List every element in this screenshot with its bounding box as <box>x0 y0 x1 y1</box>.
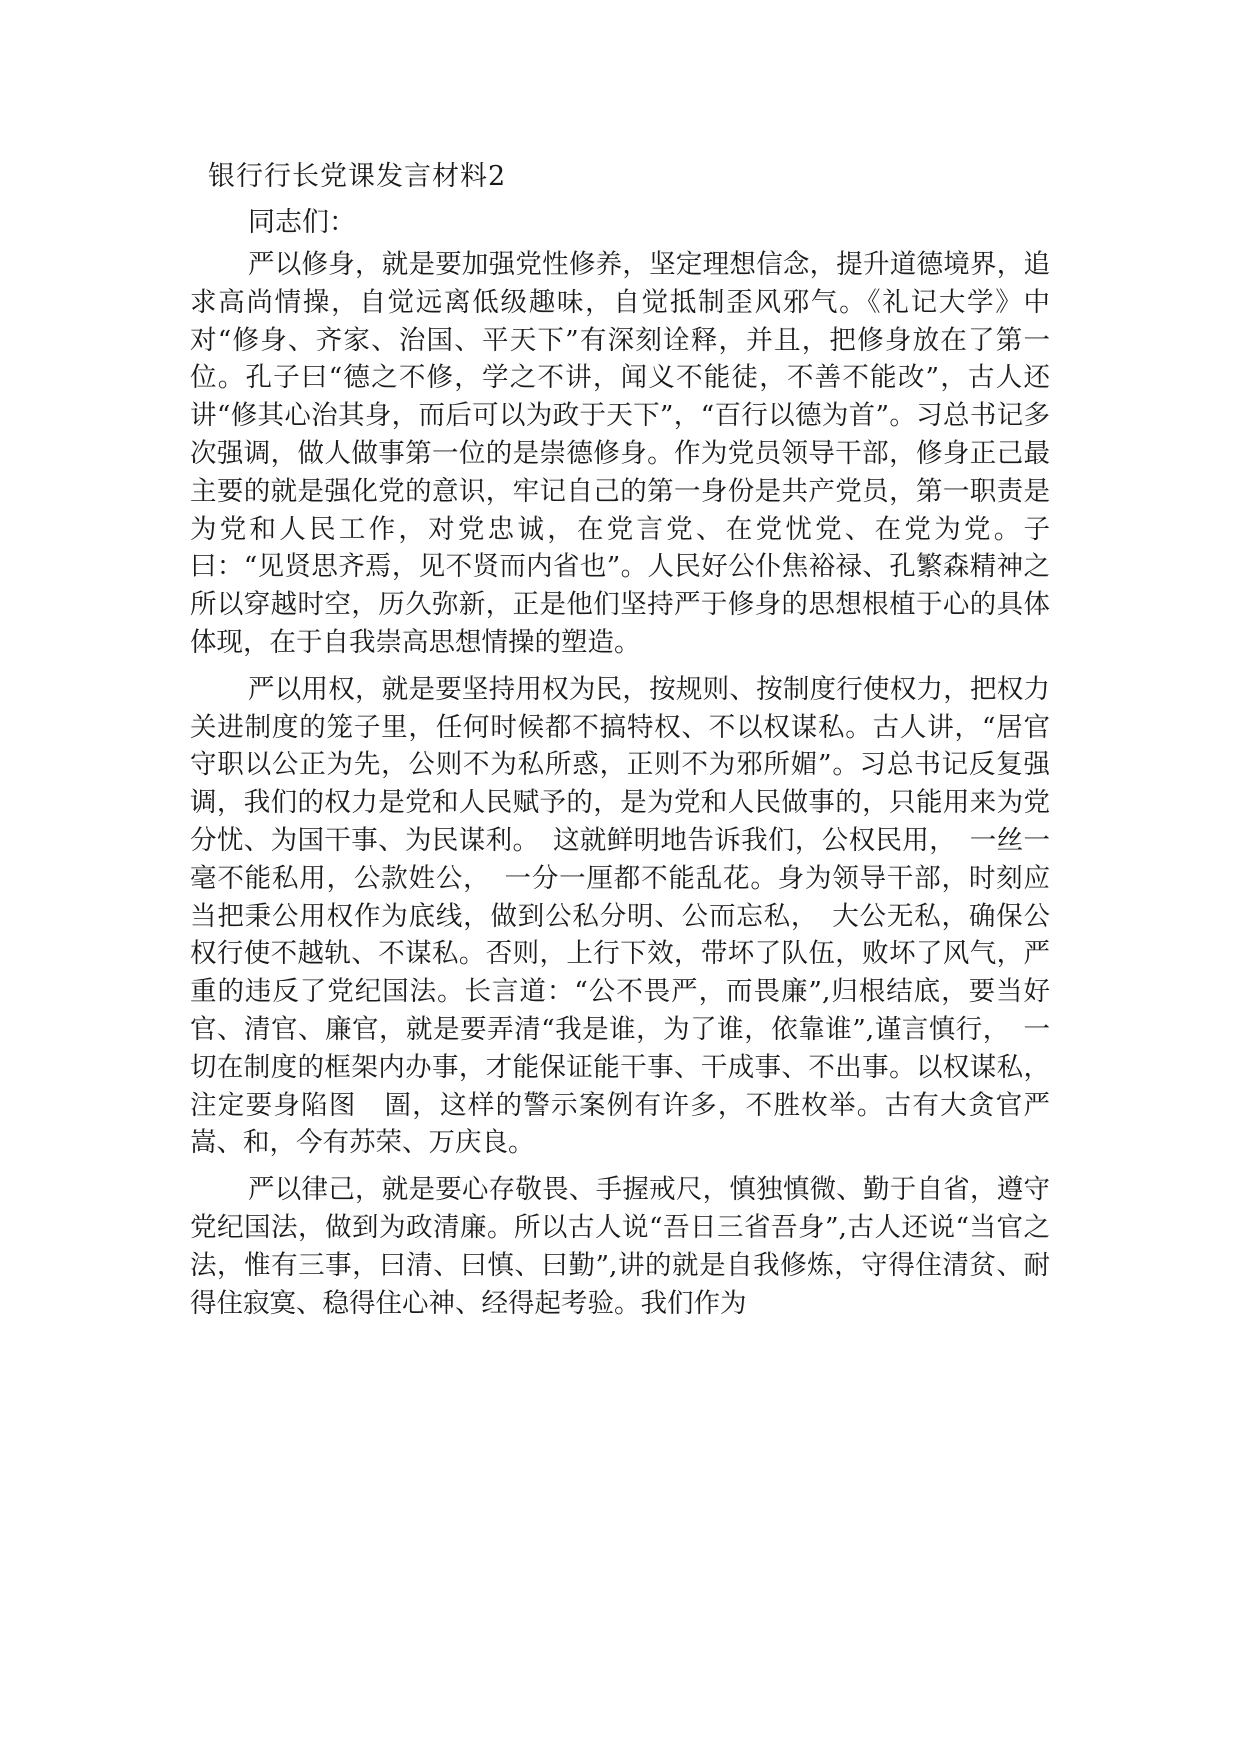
salutation: 同志们： <box>248 207 356 238</box>
paragraph-use-of-power: 严以用权，就是要坚持用权为民，按规则、按制度行使权力，把权力关进制度的笼子里，任何时候都不搞特权、不以权谋私。古人讲，“居官守职以公正为先，公则不为私所惑，正则不为邪所媚”。习总书记反复强调，我们的权力是党和人民赋予的，是为党和人民做事的，只能用来为党分忧、为国干事、为民谋利。 这就鲜明地告诉我们，公权民用， 一丝一毫不能私用，公款姓公， 一分一厘都不能乱花。身为领导干部，时刻应当把秉公用权作为底线，做到公私分明、公而忘私， 大公无私，确保公权行使不越轨、不谋私。否则，上行下效，带坏了队伍，败坏了风气，严重的违反了党纪国法。长言道：“公不畏严，而畏廉”,归根结底，要当好官、清官、廉官，就是要弄清“我是谁，为了谁，依靠谁”,谨言慎行， 一切在制度的框架内办事，才能保证能干事、干成事、不出事。以权谋私，注定要身陷图 圄，这样的警示案例有许多，不胜枚举。古有大贪官严嵩、和，今有苏荣、万庆良。 <box>190 673 1050 1159</box>
paragraph-self-cultivation: 严以修身，就是要加强党性修养，坚定理想信念，提升道德境界，追求高尚情操，自觉远离低级趣味，自觉抵制歪风邪气。《礼记大学》中对“修身、齐家、治国、平天下”有深刻诠释，并且，把修身放在了第一位。孔子曰“德之不修，学之不讲，闻义不能徒，不善不能改”，古人还讲“修其心治其身，而后可以为政于天下”，“百行以德为首”。习总书记多次强调，做人做事第一位的是崇德修身。作为党员领导干部，修身正己最主要的就是强化党的意识，牢记自己的第一身份是共产党员，第一职责是为党和人民工作，对党忠诚，在党言党、在党忧党、在党为党。子曰：“见贤思齐焉，见不贤而内省也”。人民好公仆焦裕禄、孔繁森精神之所以穿越时空，历久弥新，正是他们坚持严于修身的思想根植于心的具体体现，在于自我崇高思想情操的塑造。 <box>190 249 1050 658</box>
document-title: 银行行长党课发言材料2 <box>208 161 507 192</box>
paragraph-self-discipline: 严以律己，就是要心存敬畏、手握戒尺，慎独慎微、勤于自省，遵守党纪国法，做到为政清廉。所以古人说“吾日三省吾身”,古人还说“当官之法，惟有三事，曰清、曰慎、曰勤”,讲的就是自我修炼，守得住清贫、耐得住寂寞、稳得住心神、经得起考验。我们作为 <box>190 1174 1050 1319</box>
document-body <box>190 154 1050 1331</box>
